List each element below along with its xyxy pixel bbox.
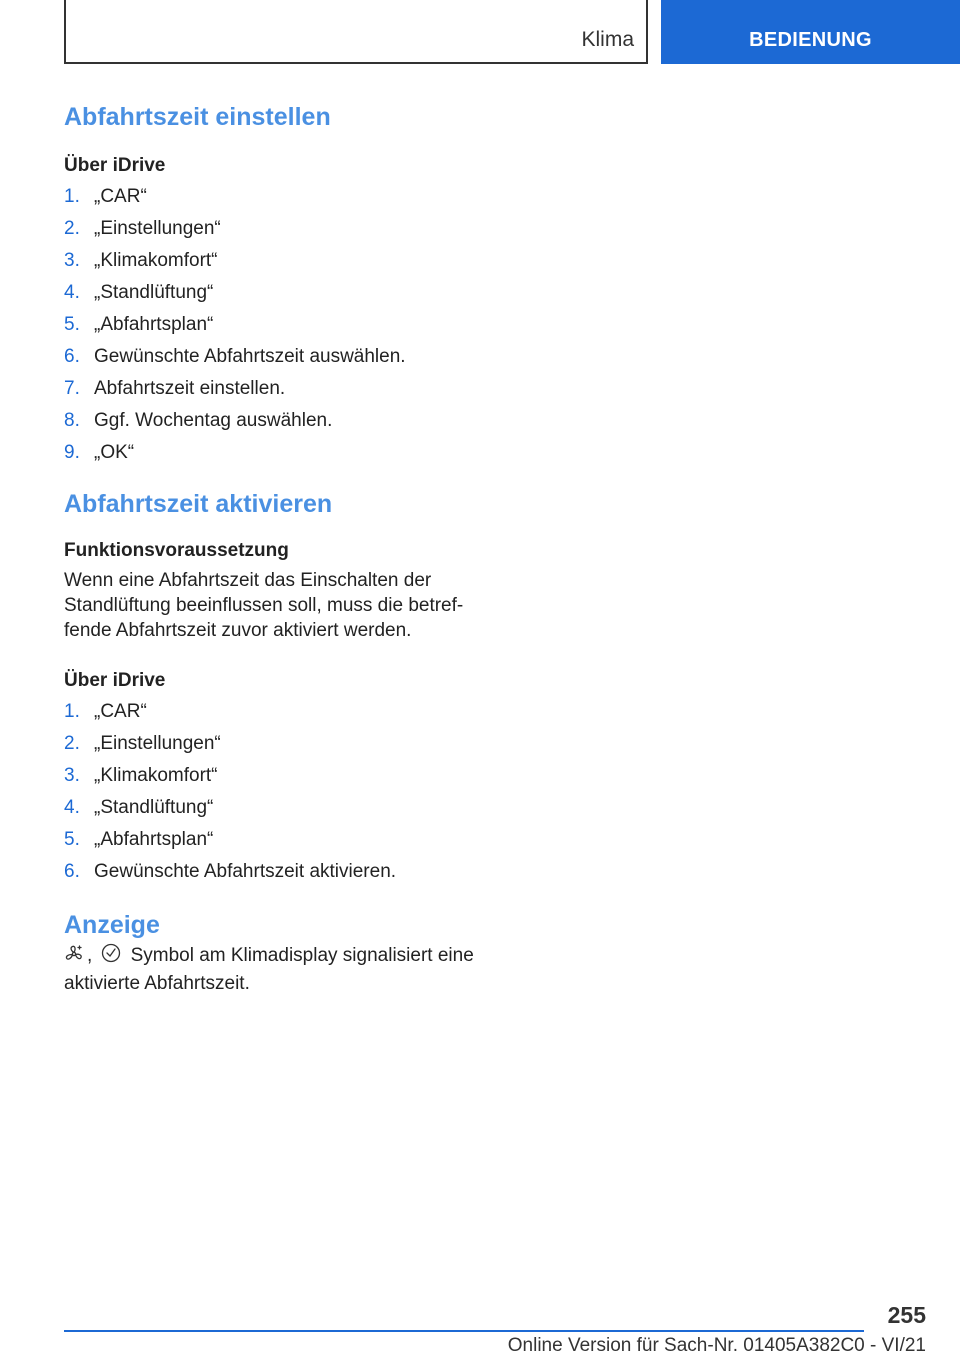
list-item xyxy=(64,792,494,824)
step-text: Gewünschte Abfahrtszeit auswählen. xyxy=(94,346,406,367)
step-text: „Abfahrtsplan“ xyxy=(94,314,214,335)
section-label: BEDIENUNG xyxy=(749,29,872,51)
step-text: Gewünschte Abfahrtszeit aktivieren. xyxy=(94,861,397,882)
section-title-abfahrtszeit-einstellen: Abfahrtszeit einstellen xyxy=(64,103,331,131)
step-number: 9. xyxy=(64,442,80,463)
step-text: „Standlüftung“ xyxy=(94,282,214,303)
step-text: Abfahrtszeit einstellen. xyxy=(94,378,286,399)
list-item xyxy=(64,824,494,856)
anzeige-text: Symbol am Klimadisplay signalisiert eine aktivierte Abfahrtszeit. xyxy=(64,945,474,994)
header-chapter-box xyxy=(64,0,648,64)
step-text: „Klimakomfort“ xyxy=(94,250,218,271)
step-text: „Standlüftung“ xyxy=(94,797,214,818)
anzeige-paragraph xyxy=(64,942,494,996)
step-number: 8. xyxy=(64,410,80,431)
list-item xyxy=(64,373,494,405)
step-number: 6. xyxy=(64,861,80,882)
steps-list-einstellen xyxy=(64,181,494,469)
step-number: 2. xyxy=(64,218,80,239)
step-text: „Einstellungen“ xyxy=(94,218,221,239)
list-item xyxy=(64,277,494,309)
step-number: 4. xyxy=(64,282,80,303)
step-number: 5. xyxy=(64,829,80,850)
step-text: „Einstellungen“ xyxy=(94,733,221,754)
step-number: 6. xyxy=(64,346,80,367)
subsection-title-voraussetzung: Funktionsvoraussetzung xyxy=(64,540,289,561)
clock-icon xyxy=(100,942,122,971)
list-item xyxy=(64,213,494,245)
step-number: 3. xyxy=(64,765,80,786)
page-number: 255 xyxy=(887,1302,926,1328)
list-item xyxy=(64,728,494,760)
body-paragraph: Wenn eine Abfahrtszeit das Einschalten der Standlüftung beeinflussen soll, muss die betreffende Abfahrtszeit zuvor aktiviert werden. xyxy=(64,570,464,641)
step-text: „CAR“ xyxy=(94,701,147,722)
list-item xyxy=(64,181,494,213)
step-number: 2. xyxy=(64,733,80,754)
section-tab xyxy=(661,0,960,64)
subsection-title-idrive: Über iDrive xyxy=(64,670,166,691)
step-number: 5. xyxy=(64,314,80,335)
list-item xyxy=(64,856,494,888)
step-text: „CAR“ xyxy=(94,186,147,207)
subsection-title-idrive: Über iDrive xyxy=(64,155,166,176)
step-text: „Abfahrtsplan“ xyxy=(94,829,214,850)
footer-divider xyxy=(64,1330,864,1332)
page-content xyxy=(64,100,494,996)
list-item xyxy=(64,437,494,469)
step-number: 3. xyxy=(64,250,80,271)
list-item xyxy=(64,760,494,792)
list-item xyxy=(64,405,494,437)
step-number: 7. xyxy=(64,378,80,399)
step-text: Ggf. Wochentag auswählen. xyxy=(94,410,333,431)
step-number: 1. xyxy=(64,701,80,722)
icon-separator: , xyxy=(87,945,93,966)
step-text: „OK“ xyxy=(94,442,135,463)
fan-icon xyxy=(64,944,84,971)
section-title-abfahrtszeit-aktivieren: Abfahrtszeit aktivieren xyxy=(64,490,333,518)
step-number: 4. xyxy=(64,797,80,818)
section-title-anzeige: Anzeige xyxy=(64,911,160,939)
footer-version-text: Online Version für Sach-Nr. 01405A382C0 - VI/21 xyxy=(507,1335,926,1356)
step-text: „Klimakomfort“ xyxy=(94,765,218,786)
chapter-label: Klima xyxy=(581,28,634,51)
list-item xyxy=(64,245,494,277)
step-number: 1. xyxy=(64,186,80,207)
list-item xyxy=(64,309,494,341)
list-item xyxy=(64,341,494,373)
steps-list-aktivieren xyxy=(64,696,494,888)
list-item xyxy=(64,696,494,728)
